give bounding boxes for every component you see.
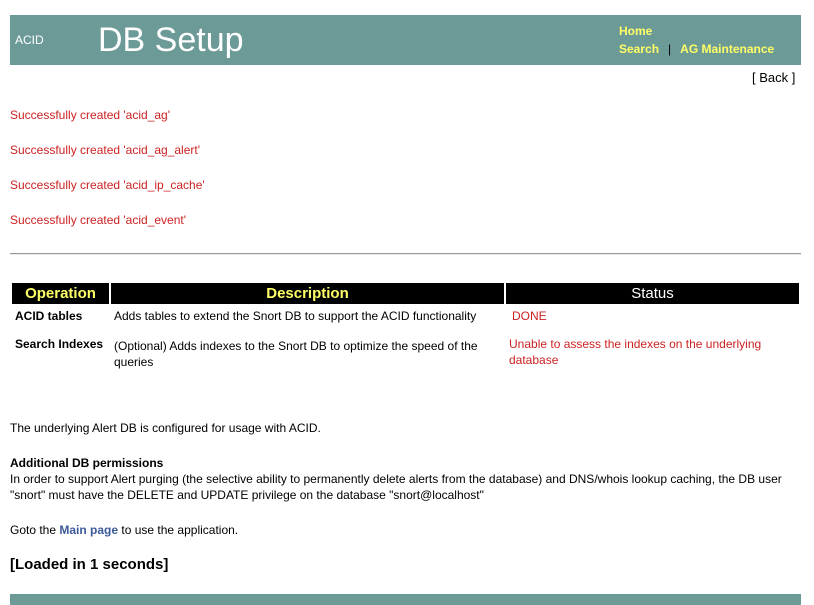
description-cell: (Optional) Adds indexes to the Snort DB to optimize the speed of the queries [114,339,478,369]
footer-bar [10,594,801,605]
home-link[interactable]: Home [619,24,653,38]
status-cell: Unable to assess the indexes on the underlying database [509,337,762,367]
goto-suffix: to use the application. [118,523,239,537]
table-header-row [12,283,799,304]
page-title: DB Setup [98,21,244,59]
search-link[interactable]: Search [619,42,660,56]
nav-separator: | [668,42,672,56]
ag-maintenance-link[interactable]: AG Maintenance [680,42,775,56]
success-message: Successfully created 'acid_ag_alert' [10,143,201,157]
table-row [12,328,799,372]
description-cell: Adds tables to extend the Snort DB to support the ACID functionality [114,309,477,323]
column-header-operation: Operation [12,283,109,304]
goto-text [10,522,802,538]
status-cell: DONE [512,309,547,323]
operation-cell: Search Indexes [15,337,104,351]
table-row [12,306,799,326]
success-message: Successfully created 'acid_event' [10,213,187,227]
main-page-link[interactable]: Main page [59,523,119,537]
brand-label: ACID [15,33,44,47]
back-link-container [752,70,795,85]
success-message: Successfully created 'acid_ag' [10,108,171,122]
column-header-description: Description [111,283,504,304]
permissions-section [10,455,802,503]
permissions-body: In order to support Alert purging (the selective ability to permanently delete alerts from the database) and DNS/whois lookup caching, the DB user "snort" must have the DELETE and UPDATE privilege on the database "snort@localhost" [10,472,782,502]
back-link[interactable]: [ Back ] [752,70,796,85]
operation-cell: ACID tables [15,309,83,323]
success-message: Successfully created 'acid_ip_cache' [10,178,205,192]
divider [10,253,801,255]
header-nav-row [619,42,774,56]
header-bar [10,15,801,65]
configured-text: The underlying Alert DB is configured for usage with ACID. [10,421,321,435]
permissions-title: Additional DB permissions [10,456,164,470]
goto-prefix: Goto the [10,523,60,537]
column-header-status: Status [506,283,799,304]
operations-table [10,281,801,374]
load-time: [Loaded in 1 seconds] [10,556,169,573]
